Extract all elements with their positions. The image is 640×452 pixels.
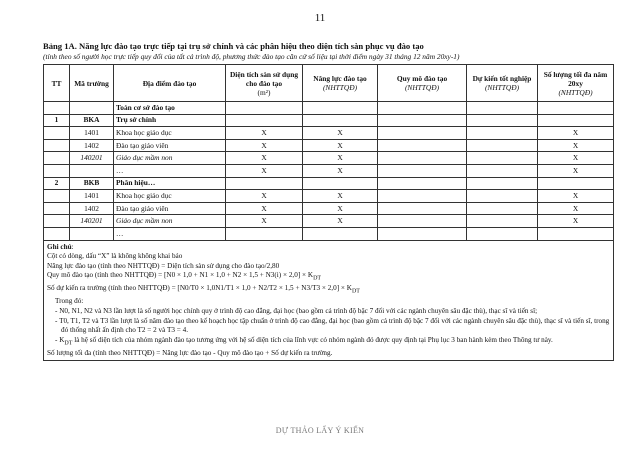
note-formula-scale xyxy=(47,271,610,284)
notes-row xyxy=(44,240,614,361)
table-row xyxy=(44,190,614,203)
cell-capacity xyxy=(303,177,378,190)
cell-location: Đào tạo giáo viên xyxy=(114,139,226,152)
header-location: Địa điểm đào tạo xyxy=(114,65,226,102)
notes-heading-line xyxy=(47,243,610,253)
cell-grad xyxy=(467,190,538,203)
table-row xyxy=(44,177,614,190)
cell-grad xyxy=(467,102,538,115)
cell-area: X xyxy=(226,139,303,152)
cell-max: X xyxy=(538,152,614,165)
cell-max: X xyxy=(538,127,614,140)
cell-area: X xyxy=(226,152,303,165)
cell-area xyxy=(226,227,303,240)
cell-grad xyxy=(467,202,538,215)
cell-tt xyxy=(44,152,70,165)
table-subtitle: (tính theo số người học trực tiếp quy đổi của tất cả trình độ, phương thức đào tạo căn cứ số liệu tại thời điểm ngày 31 tháng 12 năm 20xy-1) xyxy=(43,52,460,61)
cell-code: BKA xyxy=(70,114,114,127)
cell-tt: 2 xyxy=(44,177,70,190)
note-bullet-text: T0, T1, T2 và T3 lần lượt là số năm đào tạo theo kế hoạch học tập chuẩn ở trình độ cao đẳng, đại học (bao gồm cả trình độ bậc 7 đối với các ngành chuyên sâu đặc thù), thạc sĩ và tiến sĩ, trong đó thống nhất ấn định cho T2 = 2 và T3 = 4. xyxy=(59,316,610,335)
cell-area: X xyxy=(226,164,303,177)
header-tt: TT xyxy=(44,65,70,102)
cell-scale xyxy=(378,215,467,228)
header-scale-unit: (NHTTQĐ) xyxy=(404,83,440,92)
cell-tt: 1 xyxy=(44,114,70,127)
cell-tt xyxy=(44,215,70,228)
note-line: Cột có dòng, dấu “X” là không không khai báo xyxy=(47,252,183,261)
notes-heading-colon: : xyxy=(71,242,74,251)
cell-max xyxy=(538,227,614,240)
table-row xyxy=(44,102,614,115)
cell-code xyxy=(70,164,114,177)
header-area xyxy=(226,65,303,102)
cell-scale xyxy=(378,190,467,203)
cell-area: X xyxy=(226,190,303,203)
cell-area: X xyxy=(226,202,303,215)
cell-max: X xyxy=(538,190,614,203)
cell-location: Giáo dục mầm non xyxy=(114,215,226,228)
note-line: Số lượng tối đa (tính theo NHTTQĐ) = Năng lực đào tạo - Quy mô đào tạo + Số dự kiến ra trường. xyxy=(47,348,333,357)
cell-scale xyxy=(378,227,467,240)
cell-area xyxy=(226,102,303,115)
note-formula-subscript: DT xyxy=(313,275,322,282)
draft-footer: DỰ THẢO LẤY Ý KIẾN xyxy=(275,426,365,435)
table-row xyxy=(44,227,614,240)
table-row xyxy=(44,164,614,177)
cell-grad xyxy=(467,177,538,190)
cell-tt xyxy=(44,190,70,203)
cell-location: Khoa học giáo dục xyxy=(114,127,226,140)
cell-scale xyxy=(378,202,467,215)
cell-capacity: X xyxy=(303,190,378,203)
header-grad xyxy=(467,65,538,102)
table-row xyxy=(44,215,614,228)
cell-capacity xyxy=(303,227,378,240)
cell-capacity: X xyxy=(303,215,378,228)
note-formula-subscript: DT xyxy=(351,288,360,295)
cell-scale xyxy=(378,127,467,140)
cell-location: Phân hiệu… xyxy=(114,177,226,190)
cell-capacity xyxy=(303,114,378,127)
cell-max xyxy=(538,114,614,127)
header-scale xyxy=(378,65,467,102)
page-number: 11 xyxy=(314,12,326,24)
note-bullet-text: N0, N1, N2 và N3 lần lượt là số người học chính quy ở trình độ cao đẳng, đại học (bao gồm cả trình độ bậc 7 đối với các ngành chuyên sâu đặc thù), thạc sĩ và tiến sĩ; xyxy=(59,306,538,315)
cell-capacity: X xyxy=(303,127,378,140)
cell-area: X xyxy=(226,127,303,140)
cell-scale xyxy=(378,102,467,115)
cell-capacity xyxy=(303,102,378,115)
cell-capacity: X xyxy=(303,152,378,165)
cell-tt xyxy=(44,127,70,140)
header-capacity-label: Năng lực đào tạo xyxy=(313,74,367,83)
cell-scale xyxy=(378,139,467,152)
header-capacity xyxy=(303,65,378,102)
cell-grad xyxy=(467,215,538,228)
table-row xyxy=(44,152,614,165)
cell-grad xyxy=(467,127,538,140)
cell-scale xyxy=(378,114,467,127)
cell-location: … xyxy=(114,164,226,177)
header-area-unit: (m²) xyxy=(257,87,271,97)
cell-area xyxy=(226,177,303,190)
note-bullet-text: là hệ số diện tích của nhóm ngành đào tạo tương ứng với hệ số diện tích của lĩnh vực có nhóm ngành đó được quy định tại Phụ lục 3 ban hành kèm theo Thông tư này. xyxy=(72,335,553,344)
cell-location: Khoa học giáo dục xyxy=(114,190,226,203)
cell-area xyxy=(226,114,303,127)
cell-tt xyxy=(44,102,70,115)
table-row xyxy=(44,202,614,215)
cell-grad xyxy=(467,114,538,127)
cell-code xyxy=(70,102,114,115)
note-line: Trong đó: xyxy=(55,297,84,306)
note-bullet: - N0, N1, N2 và N3 lần lượt là số người học chính quy ở trình độ cao đẳng, đại học (bao gồm cả trình độ bậc 7 đối với các ngành chuyên sâu đặc thù), thạc sĩ và tiến sĩ; xyxy=(55,306,538,315)
cell-capacity: X xyxy=(303,202,378,215)
table-row xyxy=(44,139,614,152)
cell-code xyxy=(70,227,114,240)
table-title: Bảng 1A. Năng lực đào tạo trực tiếp tại trụ sở chính và các phân hiệu theo diện tích sàn phục vụ đào tạo xyxy=(43,41,424,51)
cell-code: BKB xyxy=(70,177,114,190)
cell-max: X xyxy=(538,164,614,177)
table-body xyxy=(44,102,614,361)
cell-location: … xyxy=(114,227,226,240)
cell-grad xyxy=(467,164,538,177)
note-formula-text: Số dự kiến ra trường (tính theo NHTTQĐ) = [N0/T0 × 1,0N1/T1 × 1,0 + N2/T2 × 1,5 + N3/T3 × 2,0] × K xyxy=(47,284,352,293)
cell-code: 140201 xyxy=(70,152,114,165)
cell-code: 1401 xyxy=(70,190,114,203)
note-formula-text: Quy mô đào tạo (tính theo NHTTQĐ) = [N0 × 1,0 + N1 × 1,0 + N2 × 1,5 + N3(i) × 2,0] × K xyxy=(47,271,314,280)
cell-tt xyxy=(44,202,70,215)
header-grad-label: Dự kiến tốt nghiệp xyxy=(472,74,532,83)
cell-grad xyxy=(467,139,538,152)
cell-max: X xyxy=(538,202,614,215)
header-scale-label: Quy mô đào tạo xyxy=(396,74,448,83)
header-max-unit: (NHTTQĐ) xyxy=(558,87,593,97)
table-row xyxy=(44,127,614,140)
notes-cell xyxy=(44,240,614,361)
note-line: Năng lực đào tạo (tính theo NHTTQĐ) = Diện tích sàn sử dụng cho đào tạo/2,80 xyxy=(47,261,280,270)
cell-capacity: X xyxy=(303,139,378,152)
cell-max xyxy=(538,102,614,115)
cell-code: 1401 xyxy=(70,127,114,140)
notes-heading: Ghi chú xyxy=(47,242,72,251)
cell-max: X xyxy=(538,139,614,152)
note-k-symbol: K xyxy=(59,335,65,344)
cell-scale xyxy=(378,164,467,177)
cell-area: X xyxy=(226,215,303,228)
table-row xyxy=(44,114,614,127)
cell-max xyxy=(538,177,614,190)
table-header-row xyxy=(44,65,614,102)
cell-location: Trụ sở chính xyxy=(114,114,226,127)
cell-grad xyxy=(467,227,538,240)
header-area-label: Diện tích sàn sử dụng cho đào tạo xyxy=(229,69,299,88)
note-k-subscript: DT xyxy=(64,340,73,347)
cell-location: Giáo dục mầm non xyxy=(114,152,226,165)
cell-location: Toàn cơ sở đào tạo xyxy=(114,102,226,115)
note-formula-grad xyxy=(47,284,610,297)
note-bullet: - T0, T1, T2 và T3 lần lượt là số năm đào tạo theo kế hoạch học tập chuẩn ở trình độ cao đẳng, đại học (bao gồm cả trình độ bậc 7 đối với các ngành chuyên sâu đặc thù), thạc sĩ và tiến sĩ, trong đó thống nhất ấn định cho T2 = 2 và T3 = 4. xyxy=(55,316,610,335)
cell-scale xyxy=(378,152,467,165)
header-max-label: Số lượng tối đa năm 20xy xyxy=(543,69,608,88)
cell-max: X xyxy=(538,215,614,228)
cell-code: 140201 xyxy=(70,215,114,228)
cell-grad xyxy=(467,152,538,165)
cell-tt xyxy=(44,164,70,177)
cell-capacity: X xyxy=(303,164,378,177)
cell-location: Đào tạo giáo viên xyxy=(114,202,226,215)
header-capacity-unit: (NHTTQĐ) xyxy=(322,83,358,92)
header-code: Mã trường xyxy=(70,65,114,102)
cell-tt xyxy=(44,139,70,152)
header-grad-unit: (NHTTQĐ) xyxy=(484,83,520,92)
cell-code: 1402 xyxy=(70,139,114,152)
header-max xyxy=(538,65,614,102)
note-bullet: - $K_{DT}$ là hệ số diện tích của nhóm ngành đào tạo tương ứng với hệ số diện tích của lĩnh vực có nhóm ngành đó được quy định tại Phụ lục 3 ban hành kèm theo Thông tư này. xyxy=(55,335,553,347)
cell-tt xyxy=(44,227,70,240)
cell-code: 1402 xyxy=(70,202,114,215)
cell-scale xyxy=(378,177,467,190)
capacity-table xyxy=(43,64,614,361)
